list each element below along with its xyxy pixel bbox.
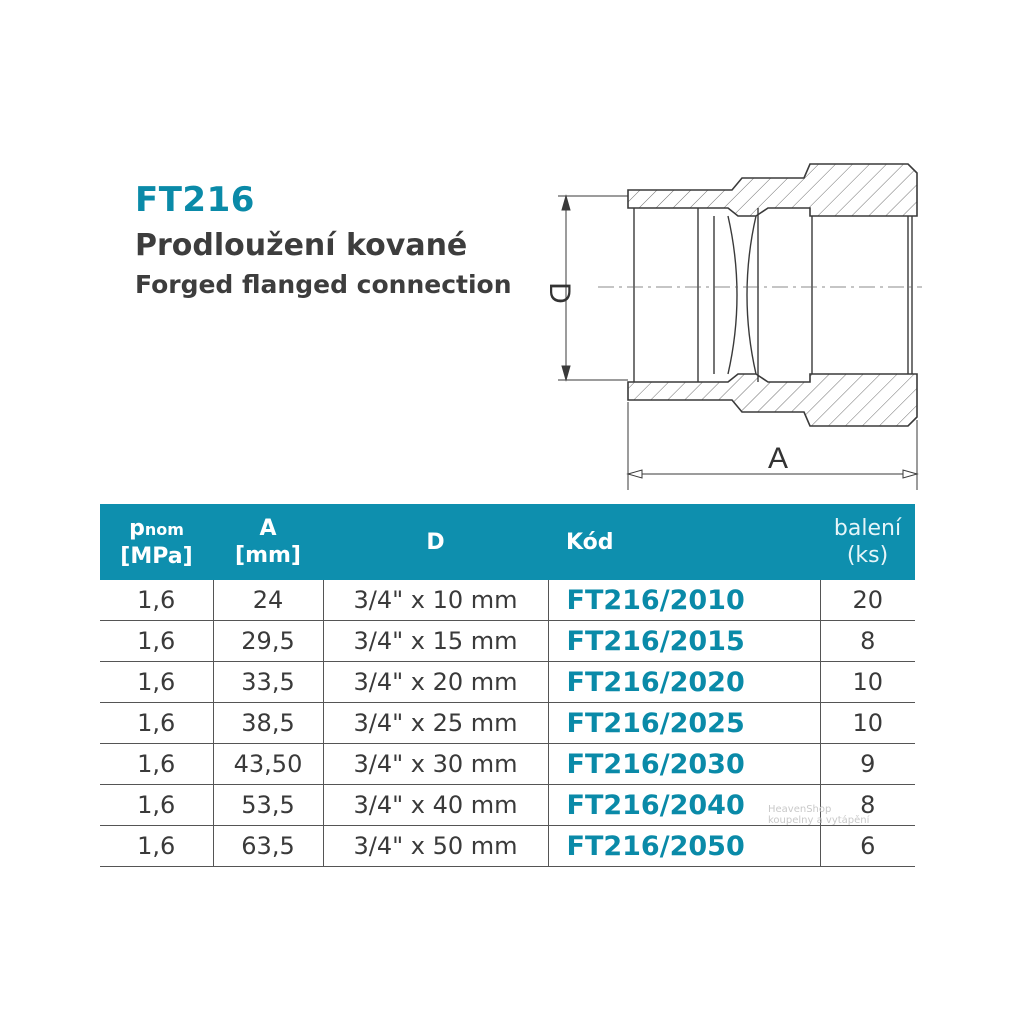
header-pack <box>820 504 915 580</box>
watermark-line1: HeavenShop <box>768 804 832 815</box>
cell-length-a: 53,5 <box>213 785 323 826</box>
cell-dimension-d: 3/4" x 25 mm <box>323 703 548 744</box>
cell-package-qty: 20 <box>820 580 915 621</box>
header-code-label: Kód <box>566 529 614 555</box>
dimension-a-label: A <box>767 442 789 475</box>
header-pack-label: balení <box>833 516 902 541</box>
cell-product-code: FT216/2030 <box>548 744 820 785</box>
product-code-title: FT216 <box>135 180 255 220</box>
cell-length-a: 24 <box>213 580 323 621</box>
cell-dimension-d: 3/4" x 10 mm <box>323 580 548 621</box>
watermark <box>768 804 869 826</box>
header-d-label: D <box>426 529 445 555</box>
product-name-en: Forged flanged connection <box>135 270 512 299</box>
table-row <box>100 703 915 744</box>
cell-product-code: FT216/2050 <box>548 826 820 867</box>
cell-pressure: 1,6 <box>100 703 213 744</box>
header-pnom <box>100 504 213 580</box>
header-pnom-sub: nom <box>144 519 184 539</box>
product-name-cz: Prodloužení kované <box>135 228 468 263</box>
cell-product-code: FT216/2040 <box>548 785 820 826</box>
table-row <box>100 662 915 703</box>
technical-drawing <box>510 150 930 495</box>
cell-dimension-d: 3/4" x 50 mm <box>323 826 548 867</box>
cell-length-a: 63,5 <box>213 826 323 867</box>
cell-length-a: 38,5 <box>213 703 323 744</box>
cell-pressure: 1,6 <box>100 621 213 662</box>
header-code <box>548 504 820 580</box>
cell-length-a: 33,5 <box>213 662 323 703</box>
cell-package-qty: 6 <box>820 826 915 867</box>
header-d <box>323 504 548 580</box>
cell-pressure: 1,6 <box>100 744 213 785</box>
dimension-d-label: D <box>543 282 576 304</box>
table-header-row <box>100 504 915 580</box>
header-a-label: A <box>259 516 277 541</box>
cell-product-code: FT216/2025 <box>548 703 820 744</box>
cell-pressure: 1,6 <box>100 785 213 826</box>
cell-package-qty: 10 <box>820 703 915 744</box>
table-row <box>100 580 915 621</box>
cell-product-code: FT216/2010 <box>548 580 820 621</box>
cell-product-code: FT216/2015 <box>548 621 820 662</box>
header-a <box>213 504 323 580</box>
cell-dimension-d: 3/4" x 40 mm <box>323 785 548 826</box>
cell-pressure: 1,6 <box>100 826 213 867</box>
cell-length-a: 29,5 <box>213 621 323 662</box>
header-pnom-main: p <box>129 515 145 541</box>
header-pnom-unit: [MPa] <box>120 543 193 569</box>
cell-package-qty: 9 <box>820 744 915 785</box>
cell-length-a: 43,50 <box>213 744 323 785</box>
table-row <box>100 826 915 867</box>
watermark-line2: koupelny a vytápění <box>768 815 870 826</box>
header-pack-unit: (ks) <box>846 543 889 568</box>
cell-package-qty: 8 <box>820 621 915 662</box>
cell-package-qty: 10 <box>820 662 915 703</box>
header-a-unit: [mm] <box>235 543 301 568</box>
cell-dimension-d: 3/4" x 15 mm <box>323 621 548 662</box>
cell-dimension-d: 3/4" x 30 mm <box>323 744 548 785</box>
table-row <box>100 744 915 785</box>
table-row <box>100 621 915 662</box>
cell-pressure: 1,6 <box>100 662 213 703</box>
cell-package-qty: 8 <box>820 785 915 826</box>
cell-product-code: FT216/2020 <box>548 662 820 703</box>
cell-dimension-d: 3/4" x 20 mm <box>323 662 548 703</box>
cell-pressure: 1,6 <box>100 580 213 621</box>
